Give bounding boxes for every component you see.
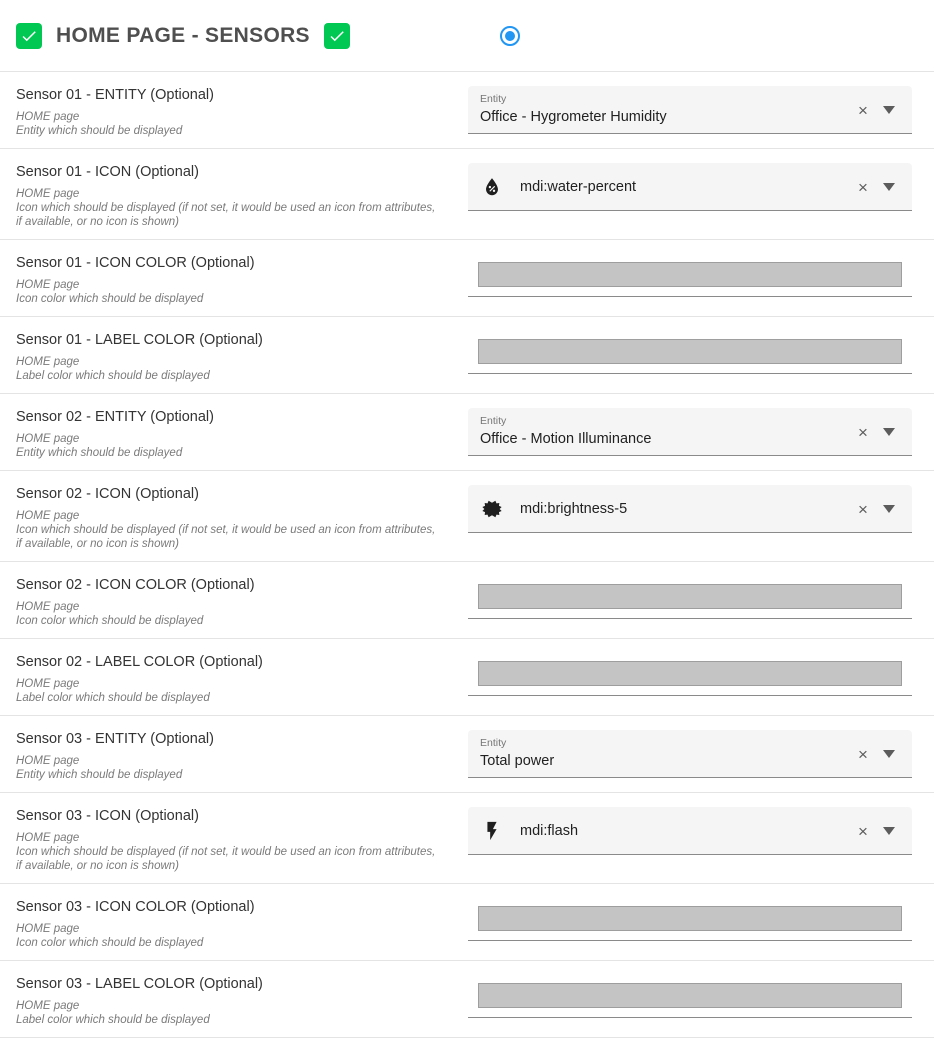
- entity-picker-label: Entity: [480, 415, 507, 427]
- header-checkbox-right[interactable]: [324, 23, 350, 49]
- setting-scope: HOME page: [16, 111, 80, 123]
- settings-row: [0, 240, 934, 317]
- page-title: HOME PAGE - SENSORS: [56, 23, 310, 47]
- entity-picker[interactable]: [468, 408, 912, 456]
- header-radio-button[interactable]: [500, 26, 520, 46]
- setting-control: [460, 730, 934, 778]
- settings-row: [0, 639, 934, 716]
- color-input-field[interactable]: [478, 661, 902, 686]
- setting-scope: HOME page: [16, 188, 80, 200]
- setting-hint: Icon color which should be displayed: [16, 937, 204, 949]
- setting-scope: HOME page: [16, 510, 80, 522]
- entity-picker-value: Office - Hygrometer Humidity: [480, 109, 667, 125]
- settings-row-list: [0, 72, 934, 1038]
- clear-icon[interactable]: [850, 741, 876, 767]
- setting-control: [460, 576, 934, 619]
- settings-row: [0, 149, 934, 240]
- setting-title: Sensor 01 - ICON COLOR (Optional): [16, 255, 255, 271]
- entity-picker-actions: [850, 741, 902, 767]
- chevron-down-icon[interactable]: [876, 174, 902, 200]
- icon-picker-body: [480, 819, 842, 843]
- clear-glyph: ×: [858, 422, 868, 442]
- entity-picker[interactable]: [468, 730, 912, 778]
- setting-hint: Icon color which should be displayed: [16, 293, 204, 305]
- color-input[interactable]: [468, 576, 912, 619]
- setting-title: Sensor 02 - ENTITY (Optional): [16, 409, 214, 425]
- settings-row: [0, 471, 934, 562]
- setting-title: Sensor 03 - ICON (Optional): [16, 808, 199, 824]
- setting-hint: Icon color which should be displayed: [16, 615, 204, 627]
- chevron-down-icon[interactable]: [876, 496, 902, 522]
- setting-description: [0, 254, 460, 306]
- color-input[interactable]: [468, 254, 912, 297]
- clear-glyph: ×: [858, 821, 868, 841]
- clear-icon[interactable]: [850, 419, 876, 445]
- entity-picker-value: Total power: [480, 753, 555, 769]
- setting-hint: Label color which should be displayed: [16, 370, 210, 382]
- setting-description: [0, 408, 460, 460]
- icon-picker-body: [480, 497, 842, 521]
- setting-control: [460, 408, 934, 456]
- icon-picker-actions: [850, 818, 902, 844]
- chevron-down-icon[interactable]: [876, 97, 902, 123]
- color-input-field[interactable]: [478, 983, 902, 1008]
- clear-icon[interactable]: [850, 818, 876, 844]
- brightness-5-icon: [480, 497, 504, 521]
- setting-control: [460, 254, 934, 297]
- page-header: [0, 0, 934, 72]
- clear-icon[interactable]: [850, 174, 876, 200]
- setting-title: Sensor 03 - LABEL COLOR (Optional): [16, 976, 263, 992]
- setting-title: Sensor 01 - ENTITY (Optional): [16, 87, 214, 103]
- setting-description: [0, 730, 460, 782]
- entity-picker-label: Entity: [480, 93, 507, 105]
- setting-description: [0, 807, 460, 873]
- water-percent-icon: [480, 175, 504, 199]
- clear-icon[interactable]: [850, 496, 876, 522]
- setting-title: Sensor 02 - LABEL COLOR (Optional): [16, 654, 263, 670]
- setting-hint: Icon which should be displayed (if not set, it would be used an icon from attributes, if available, or no icon is shown): [16, 846, 436, 872]
- chevron-down-icon[interactable]: [876, 419, 902, 445]
- flash-icon: [480, 819, 504, 843]
- settings-row: [0, 562, 934, 639]
- setting-hint: Icon which should be displayed (if not set, it would be used an icon from attributes, if available, or no icon is shown): [16, 202, 436, 228]
- setting-scope: HOME page: [16, 755, 80, 767]
- setting-description: [0, 86, 460, 138]
- settings-row: [0, 884, 934, 961]
- header-checkbox-left[interactable]: [16, 23, 42, 49]
- setting-control: [460, 898, 934, 941]
- setting-control: [460, 653, 934, 696]
- color-input[interactable]: [468, 898, 912, 941]
- setting-hint: Icon which should be displayed (if not set, it would be used an icon from attributes, if available, or no icon is shown): [16, 524, 436, 550]
- settings-row: [0, 72, 934, 149]
- check-icon: [328, 27, 346, 45]
- radio-inner-dot: [505, 31, 515, 41]
- setting-description: [0, 163, 460, 229]
- entity-picker-label: Entity: [480, 737, 507, 749]
- icon-picker[interactable]: [468, 807, 912, 855]
- setting-title: Sensor 02 - ICON COLOR (Optional): [16, 577, 255, 593]
- clear-glyph: ×: [858, 744, 868, 764]
- setting-control: [460, 163, 934, 211]
- setting-hint: Entity which should be displayed: [16, 447, 183, 459]
- settings-row: [0, 961, 934, 1038]
- setting-description: [0, 576, 460, 628]
- icon-picker[interactable]: [468, 485, 912, 533]
- color-input[interactable]: [468, 975, 912, 1018]
- color-input[interactable]: [468, 653, 912, 696]
- entity-picker-body: [480, 737, 842, 771]
- setting-scope: HOME page: [16, 601, 80, 613]
- check-icon: [20, 27, 38, 45]
- setting-description: [0, 898, 460, 950]
- entity-picker-actions: [850, 419, 902, 445]
- icon-picker[interactable]: [468, 163, 912, 211]
- icon-picker-value: mdi:water-percent: [520, 179, 637, 195]
- setting-hint: Label color which should be displayed: [16, 692, 210, 704]
- setting-scope: HOME page: [16, 433, 80, 445]
- icon-picker-actions: [850, 174, 902, 200]
- icon-picker-actions: [850, 496, 902, 522]
- setting-control: [460, 975, 934, 1018]
- color-input-field[interactable]: [478, 262, 902, 287]
- setting-hint: Entity which should be displayed: [16, 125, 183, 137]
- setting-scope: HOME page: [16, 356, 80, 368]
- entity-picker-body: [480, 415, 842, 449]
- setting-hint: Entity which should be displayed: [16, 769, 183, 781]
- radio-selected-icon: [500, 26, 520, 46]
- setting-scope: HOME page: [16, 678, 80, 690]
- clear-glyph: ×: [858, 100, 868, 120]
- setting-description: [0, 331, 460, 383]
- setting-scope: HOME page: [16, 1000, 80, 1012]
- color-input-field[interactable]: [478, 906, 902, 931]
- settings-row: [0, 394, 934, 471]
- setting-title: Sensor 03 - ICON COLOR (Optional): [16, 899, 255, 915]
- setting-title: Sensor 01 - LABEL COLOR (Optional): [16, 332, 263, 348]
- entity-picker-actions: [850, 97, 902, 123]
- entity-picker-value: Office - Motion Illuminance: [480, 431, 652, 447]
- icon-picker-body: [480, 175, 842, 199]
- icon-picker-value: mdi:brightness-5: [520, 501, 628, 517]
- setting-scope: HOME page: [16, 923, 80, 935]
- chevron-down-icon[interactable]: [876, 741, 902, 767]
- clear-glyph: ×: [858, 499, 868, 519]
- entity-picker-body: [480, 93, 842, 127]
- setting-control: [460, 331, 934, 374]
- setting-title: Sensor 01 - ICON (Optional): [16, 164, 199, 180]
- setting-description: [0, 975, 460, 1027]
- setting-scope: HOME page: [16, 279, 80, 291]
- entity-picker[interactable]: [468, 86, 912, 134]
- clear-glyph: ×: [858, 177, 868, 197]
- setting-control: [460, 86, 934, 134]
- settings-row: [0, 793, 934, 884]
- setting-description: [0, 485, 460, 551]
- setting-scope: HOME page: [16, 832, 80, 844]
- icon-picker-value: mdi:flash: [520, 823, 579, 839]
- setting-control: [460, 485, 934, 533]
- color-input-field[interactable]: [478, 584, 902, 609]
- clear-icon[interactable]: [850, 97, 876, 123]
- settings-row: [0, 716, 934, 793]
- color-input-field[interactable]: [478, 339, 902, 364]
- setting-control: [460, 807, 934, 855]
- setting-title: Sensor 03 - ENTITY (Optional): [16, 731, 214, 747]
- chevron-down-icon[interactable]: [876, 818, 902, 844]
- setting-description: [0, 653, 460, 705]
- color-input[interactable]: [468, 331, 912, 374]
- settings-row: [0, 317, 934, 394]
- setting-title: Sensor 02 - ICON (Optional): [16, 486, 199, 502]
- setting-hint: Label color which should be displayed: [16, 1014, 210, 1026]
